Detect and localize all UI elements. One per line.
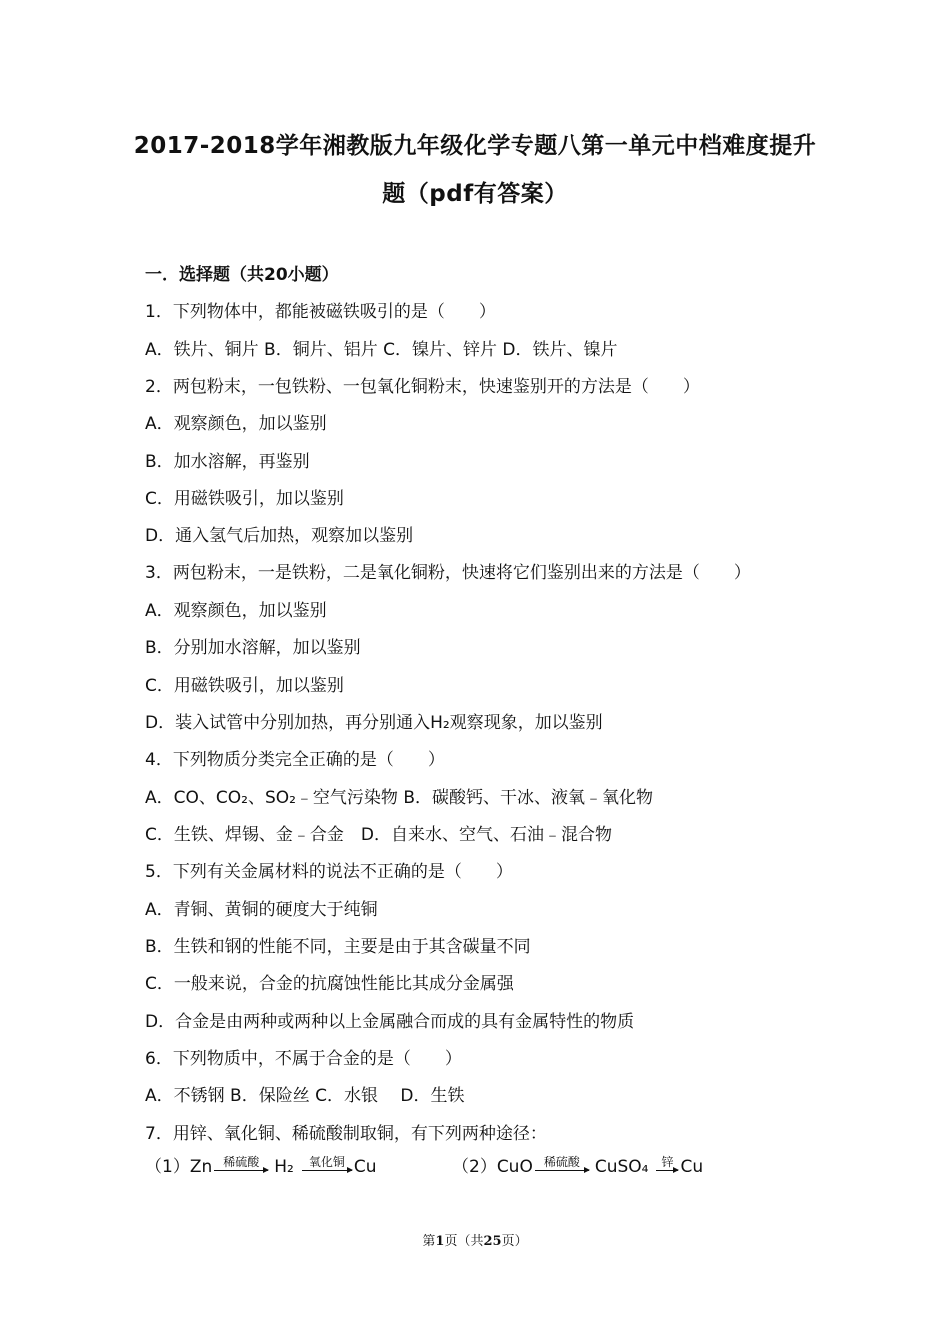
question-1: 1．下列物体中，都能被磁铁吸引的是（ ） <box>145 302 496 322</box>
question-5: 5．下列有关金属材料的说法不正确的是（ ） <box>145 862 513 882</box>
question-4-options-ab: A．CO、CO₂、SO₂﹣空气污染物 B．碳酸钙、干冰、液氧﹣氧化物 <box>145 788 653 808</box>
question-5-option-c: C．一般来说，合金的抗腐蚀性能比其成分金属强 <box>145 974 514 994</box>
question-7: 7．用锌、氧化铜、稀硫酸制取铜，有下列两种途径： <box>145 1124 547 1144</box>
route-1-arrow-2 <box>302 1156 352 1177</box>
section-heading: 一．选择题（共20小题） <box>145 265 339 285</box>
question-4: 4．下列物质分类完全正确的是（ ） <box>145 750 445 770</box>
footer-suffix: 页） <box>501 1234 528 1249</box>
total-page-count: 25 <box>483 1234 502 1249</box>
right-arrow-icon <box>302 1170 352 1171</box>
question-2-option-c: C．用磁铁吸引，加以鉴别 <box>145 489 344 509</box>
question-6-options: A．不锈钢 B．保险丝 C．水银 D．生铁 <box>145 1086 465 1106</box>
current-page-number: 1 <box>435 1234 445 1249</box>
right-arrow-icon <box>535 1170 589 1171</box>
question-1-options: A．铁片、铜片 B．铜片、铝片 C．镍片、锌片 D．铁片、镍片 <box>145 340 618 360</box>
question-2-option-b: B．加水溶解，再鉴别 <box>145 452 310 472</box>
reaction-arrow-label: 氧化铜 <box>308 1155 345 1169</box>
question-3-option-b: B．分别加水溶解，加以鉴别 <box>145 638 361 658</box>
question-3-option-a: A．观察颜色，加以鉴别 <box>145 601 327 621</box>
right-arrow-icon <box>214 1170 268 1171</box>
right-arrow-icon <box>656 1170 678 1171</box>
route-2-start: （2）CuO <box>452 1157 533 1177</box>
reaction-arrow-label: 锌 <box>661 1155 674 1169</box>
question-4-options-cd: C．生铁、焊锡、金﹣合金 D．自来水、空气、石油﹣混合物 <box>145 825 612 845</box>
question-5-option-d: D．合金是由两种或两种以上金属融合而成的具有金属特性的物质 <box>145 1012 635 1032</box>
route-2-intermediate: CuSO₄ <box>594 1157 649 1177</box>
page-footer <box>0 1230 950 1249</box>
question-3-option-d: D．装入试管中分别加热，再分别通入H₂观察现象，加以鉴别 <box>145 713 603 733</box>
question-3-option-c: C．用磁铁吸引，加以鉴别 <box>145 676 344 696</box>
question-5-option-b: B．生铁和钢的性能不同，主要是由于其含碳量不同 <box>145 937 531 957</box>
question-5-option-a: A．青铜、黄铜的硬度大于纯铜 <box>145 900 378 920</box>
route-1-arrow-1 <box>214 1156 268 1177</box>
route-2-arrow-1 <box>535 1156 589 1177</box>
question-2-option-d: D．通入氢气后加热，观察加以鉴别 <box>145 526 414 546</box>
route-2-product: Cu <box>680 1157 704 1177</box>
route-1-product: Cu <box>353 1157 377 1177</box>
route-1-intermediate: H₂ <box>274 1157 294 1177</box>
reaction-route-2 <box>452 1152 703 1177</box>
reaction-arrow-label: 稀硫酸 <box>223 1155 260 1169</box>
route-2-arrow-2 <box>656 1156 678 1177</box>
question-2-option-a: A．观察颜色，加以鉴别 <box>145 414 327 434</box>
question-6: 6．下列物质中，不属于合金的是（ ） <box>145 1049 462 1069</box>
route-1-start: （1）Zn <box>145 1157 213 1177</box>
footer-middle: 页（共 <box>444 1234 484 1249</box>
question-2: 2．两包粉末，一包铁粉、一包氧化铜粉末，快速鉴别开的方法是（ ） <box>145 377 700 397</box>
question-3: 3．两包粉末，一是铁粉，二是氧化铜粉，快速将它们鉴别出来的方法是（ ） <box>145 563 751 583</box>
reaction-arrow-label: 稀硫酸 <box>543 1155 580 1169</box>
document-title-line-2: 题（pdf有答案） <box>382 181 568 207</box>
footer-prefix: 第 <box>422 1234 436 1249</box>
document-title-line-1: 2017-2018学年湘教版九年级化学专题八第一单元中档难度提升 <box>133 133 817 159</box>
reaction-route-1 <box>145 1152 377 1177</box>
